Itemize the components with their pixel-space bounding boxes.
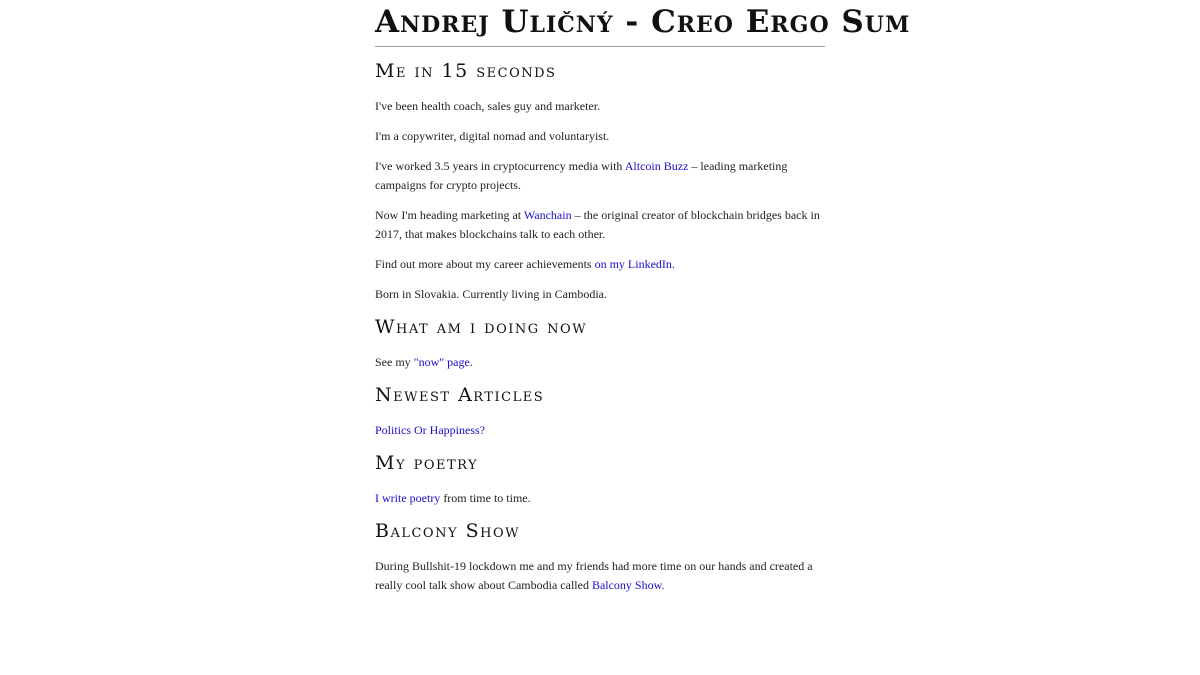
- me-paragraph-6: Born in Slovakia. Currently living in Cambodia.: [375, 287, 607, 301]
- article-list-item: [375, 421, 825, 440]
- me-paragraph-4-text-after: – the original creator of blockchain bridges back in 2017, that makes blockchains talk to each other.: [375, 208, 820, 241]
- me-paragraph-2: I'm a copywriter, digital nomad and voluntaryist.: [375, 129, 610, 143]
- now-page-link[interactable]: "now" page: [413, 355, 470, 369]
- wanchain-link[interactable]: Wanchain: [523, 208, 572, 222]
- poetry-text-after: from time to time.: [440, 491, 531, 505]
- now-paragraph: [375, 353, 825, 372]
- site-title: Andrej Uličný - Creo Ergo Sum: [375, 4, 911, 40]
- poetry-link[interactable]: I write poetry: [375, 491, 441, 505]
- balcony-text-before: During Bullshit-19 lockdown me and my friends had more time on our hands and created a really cool talk show about Cambodia called: [375, 559, 813, 592]
- me-paragraph-3-text-after: – leading marketing campaigns for crypto projects.: [375, 159, 788, 192]
- poetry-paragraph: [375, 489, 825, 508]
- article-link-politics-or-happiness[interactable]: Politics Or Happiness?: [375, 423, 485, 437]
- me-paragraph-1: I've been health coach, sales guy and marketer.: [375, 99, 601, 113]
- balcony-show-link[interactable]: Balcony Show.: [591, 578, 665, 592]
- section-heading-balcony: Balcony Show: [375, 520, 520, 542]
- section-heading-me: Me in 15 seconds: [375, 60, 557, 82]
- me-paragraph-3: [375, 157, 825, 195]
- me-paragraph-4-text-before: Now I'm heading marketing at: [375, 208, 524, 222]
- me-paragraph-3-text-before: I've worked 3.5 years in cryptocurrency media with: [375, 159, 625, 173]
- now-text-after: .: [469, 355, 473, 369]
- page-container: [375, 0, 911, 595]
- linkedin-link[interactable]: on my LinkedIn.: [594, 257, 675, 271]
- now-text-before: See my: [375, 355, 414, 369]
- section-heading-now: What am i doing now: [375, 316, 588, 338]
- title-divider: [375, 46, 825, 47]
- section-heading-poetry: My poetry: [375, 452, 479, 474]
- me-paragraph-4: [375, 206, 825, 244]
- section-heading-articles: Newest Articles: [375, 384, 545, 406]
- balcony-paragraph: [375, 557, 825, 595]
- me-paragraph-5-text-before: Find out more about my career achievements: [375, 257, 595, 271]
- altcoin-buzz-link[interactable]: Altcoin Buzz: [624, 159, 689, 173]
- me-paragraph-5: [375, 255, 825, 274]
